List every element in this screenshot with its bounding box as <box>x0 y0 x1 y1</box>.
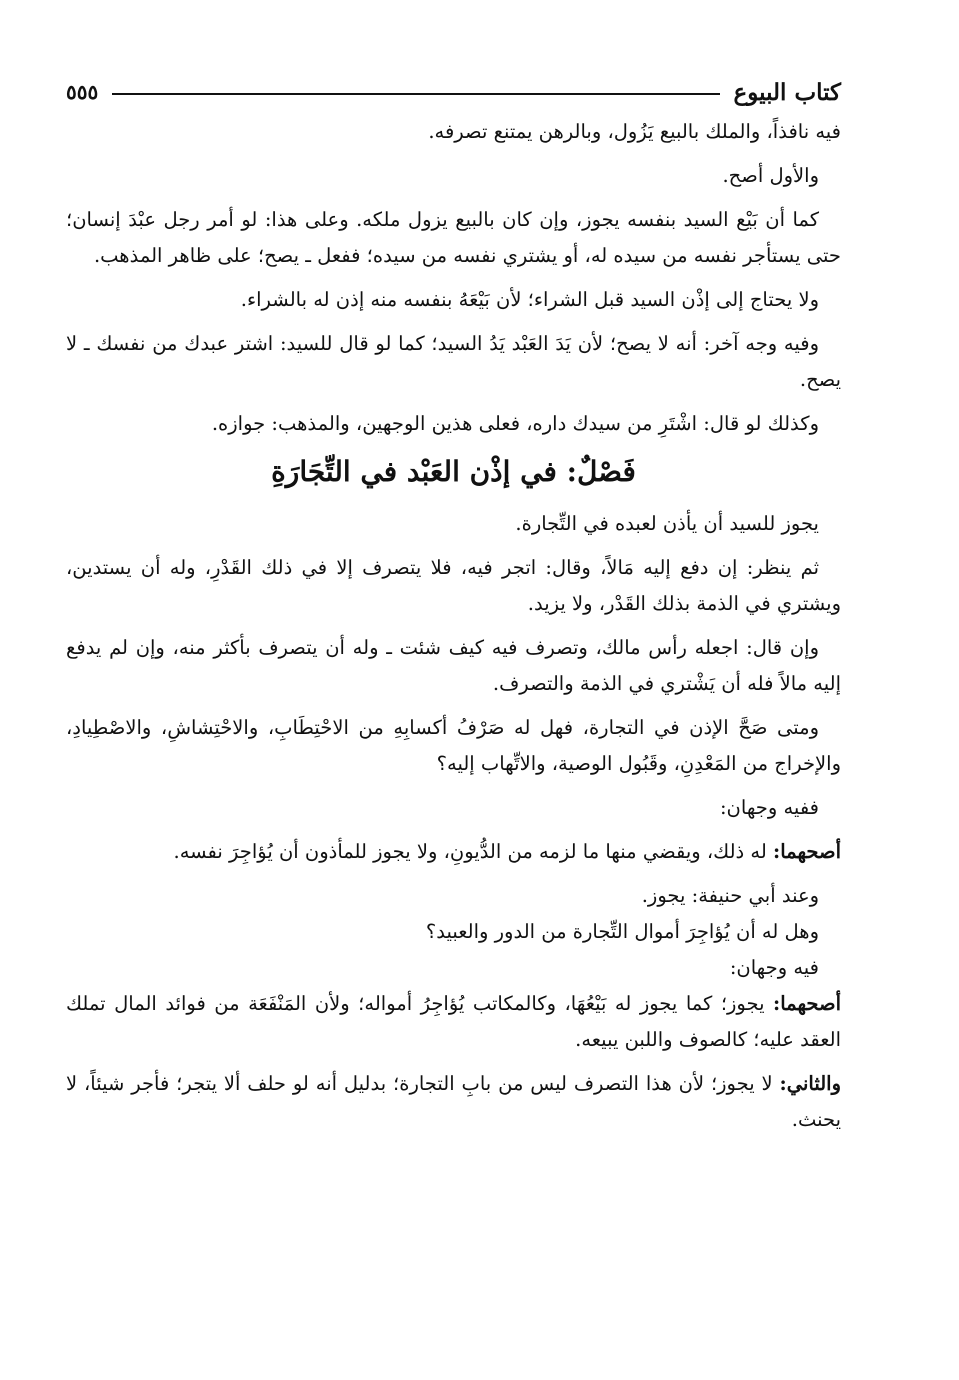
paragraph-ashahuma <box>66 986 841 1058</box>
paragraph-lead: أصحهما: <box>773 840 841 863</box>
page-body <box>66 114 841 1138</box>
paragraph: ثم ينظر: إن دفع إليه مَالاً، وقال: اتجر فيه، فلا يتصرف إلا في ذلك القَدْرِ، وله أن يستدين، ويشتري في الذمة بذلك القَدْر، ولا يزيد. <box>66 556 841 615</box>
paragraph: ومتى صَحَّ الإذن في التجارة، فهل له صَرْفُ أكسابِهِ من الاحْتِطَابِ، والاحْتِشاشِ، والاصْطِيادِ، والإخراج من المَعْدِنِ، وقَبُول الوصية، والاتِّهاب إليه؟ <box>66 716 841 775</box>
paragraph: وإن قال: اجعله رأس مالك، وتصرف فيه كيف شئت ـ وله أن يتصرف بأكثر منه، وإن لم يدفع إليه مالاً فله أن يَشْتري في الذمة والتصرف. <box>66 636 841 695</box>
page-number: ٥٥٥ <box>66 80 99 104</box>
paragraph-ashahuma <box>66 834 841 870</box>
paragraph-lead: أصحهما: <box>773 992 841 1015</box>
paragraph-thani <box>66 1066 841 1138</box>
paragraph-text: له ذلك، ويقضي منها ما لزمه من الدُّيونِ، ولا يجوز للمأذون أن يُؤاجِرَ نفسه. <box>173 840 774 863</box>
paragraph: كما أن بَيْع السيد بنفسه يجوز، وإن كان بالبيع يزول ملكه. وعلى هذا: لو أمر رجل عبْدَ إنسان؛ حتى يستأجر نفسه من سيده له، أو يشتري نفسه من سيده؛ ففعل ـ يصح؛ على ظاهر المذهب. <box>66 208 841 267</box>
paragraph: يجوز للسيد أن يأذن لعبده في التِّجارة. <box>515 512 819 535</box>
paragraph: فيه نافذاً، والملك بالبيع يَزُول، وبالرهن يمتنع تصرفه. <box>428 120 841 143</box>
page-header <box>66 70 841 114</box>
paragraph: وفيه وجه آخر: أنه لا يصح؛ لأن يَدَ العَبْد يَدُ السيد؛ كما لو قال للسيد: اشتر عبدك من نفسك ـ لا يصح. <box>66 332 841 391</box>
paragraph: والأول أصح. <box>722 164 819 187</box>
paragraph-text: لا يجوز؛ لأن هذا التصرف ليس من بابِ التجارة؛ بدليل أنه لو حلف ألا يتجر؛ فأجر شيئاً، لا يحنث. <box>66 1072 841 1131</box>
paragraph: ففيه وجهان: <box>719 796 819 819</box>
paragraph: فيه وجهان: <box>729 956 819 979</box>
paragraph: وكذلك لو قال: اشْتَرِ من سيدك داره، فعلى هذين الوجهين، والمذهب: جوازه. <box>211 412 819 435</box>
paragraph-lead: والثاني: <box>779 1072 841 1095</box>
paragraph: وهل له أن يُؤاجِرَ أموال التِّجارة من الدور والعبيد؟ <box>425 920 819 943</box>
section-heading: فَصْلٌ: في إذْن العَبْد في التِّجَارَةِ <box>271 455 636 488</box>
paragraph-text: يجوز؛ كما يجوز له بَيْعُهَا، وكالمكاتب يُؤاجِرُ أمواله؛ ولأن المَنْفَعَة من فوائد المال تملك العقد عليه؛ كالصوف واللبن يبيعه. <box>66 992 841 1051</box>
header-rule <box>112 93 719 95</box>
running-title: كتاب البيوع <box>733 78 841 106</box>
paragraph: ولا يحتاج إلى إذْن السيد قبل الشراء؛ لأن بَيْعَهُ بنفسه منه إذن له بالشراء. <box>240 288 819 311</box>
paragraph: وعند أبي حنيفة: يجوز. <box>641 884 819 907</box>
